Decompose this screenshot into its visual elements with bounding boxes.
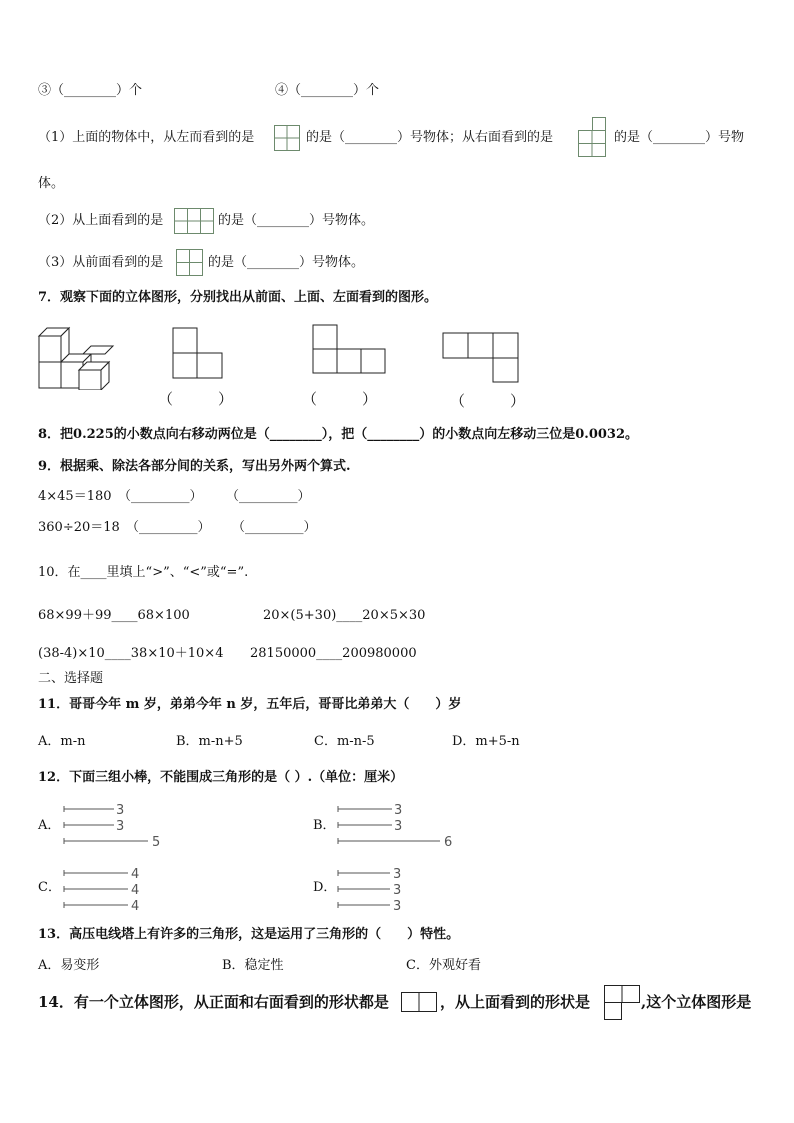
view-option-1 [172,327,224,379]
q13-question: 13．高压电线塔上有许多的三角形，这是运用了三角形的（ ）特性。 [38,927,460,942]
q6-p3-text-b: 的是（________）号物体。 [208,255,365,270]
q9-row2-equation: 360÷20＝18 [38,520,120,535]
q7-question: 7．观察下面的立体图形，分别找出从前面、上面、左面看到的图形。 [38,290,438,305]
q6-p1-text-d: 体。 [38,176,65,191]
stick-length-label: 3 [393,899,402,914]
stick-length-label: 3 [116,819,125,834]
q10-question: 10．在____里填上“>”、“<”或“=”. [38,565,249,580]
stick-group-d [334,864,414,914]
q14-text-c: ,这个立体图形是 [641,993,752,1011]
stick-length-label: 3 [393,883,402,898]
q13-option-b[interactable]: B．稳定性 [222,958,284,973]
q6-p2-text-a: （2）从上面看到的是 [38,213,164,228]
q12-option-d-label[interactable]: D． [313,880,337,895]
q7-blank-3[interactable]: （ ） [450,392,526,410]
q12-option-b-label[interactable]: B． [313,818,336,833]
view-option-3 [442,332,520,384]
view-1x3-vertical-grid-icon [578,117,606,157]
q12-option-a-label[interactable]: A． [38,818,61,833]
stick-length-label: 5 [152,835,161,850]
q7-blank-1[interactable]: （ ） [158,390,234,408]
q12-question: 12．下面三组小棒，不能围成三角形的是（ ）.（单位：厘米） [38,770,404,785]
stick-group-c [60,864,150,914]
q11-option-a[interactable]: A．m-n [38,734,86,749]
stick-group-a [60,800,170,852]
stick-length-label: 3 [394,803,403,818]
view-2x2-grid-icon [274,125,300,151]
q13-option-a[interactable]: A．易变形 [38,958,100,973]
q14-text-a: 14．有一个立体图形，从正面和右面看到的形状都是 [38,993,389,1011]
q14-text-b: ，从上面看到的形状是 [440,993,591,1011]
q9-row1-blank-2[interactable]: （_________） [226,489,311,504]
stick-length-label: 4 [131,867,140,882]
q6-p2-text-b: 的是（________）号物体。 [218,213,375,228]
q11-option-c[interactable]: C．m-n-5 [314,734,375,749]
q11-option-b[interactable]: B．m-n+5 [176,734,243,749]
q9-row1-equation: 4×45＝180 [38,489,112,504]
stick-length-label: 4 [131,899,140,914]
cube-stack-figure [37,324,129,390]
q9-row1-blank-1[interactable]: （_________） [118,489,203,504]
q9-question: 9．根据乘、除法各部分间的关系，写出另外两个算式. [38,459,351,474]
q6-p1-text-c: 的是（________）号物 [614,130,745,145]
section-title: 二、选择题 [38,671,104,686]
item-3-count: ③（________）个 [38,83,143,98]
q8-question: 8．把0.225的小数点向右移动两位是（________），把（________）的小数点向左移动三位是0.0032。 [38,427,639,442]
q6-p1-text-a: （1）上面的物体中，从左而看到的是 [38,130,255,145]
stick-length-label: 3 [393,867,402,882]
q10-expression-4: 28150000____200980000 [250,646,417,661]
view-2x2-grid-icon [176,249,203,276]
view-option-2 [312,324,388,376]
q6-p1-text-b: 的是（________）号物体；从右面看到的是 [306,130,554,145]
view-l-shape-grid-icon [604,985,640,1021]
view-2x3-grid-icon [174,208,214,234]
view-1x2-grid-icon [401,992,437,1012]
q13-option-c[interactable]: C．外观好看 [406,958,481,973]
q12-option-c-label[interactable]: C． [38,880,61,895]
stick-length-label: 3 [394,819,403,834]
q10-expression-3: (38-4)×10____38×10＋10×4 [38,646,224,661]
q9-row2-blank-1[interactable]: （_________） [126,520,211,535]
q10-expression-1: 68×99＋99____68×100 [38,608,190,623]
q11-question: 11．哥哥今年 m 岁，弟弟今年 n 岁，五年后，哥哥比弟弟大（ ）岁 [38,697,462,712]
stick-length-label: 6 [444,835,453,850]
q9-row2-blank-2[interactable]: （_________） [232,520,317,535]
q7-blank-2[interactable]: （ ） [302,390,378,408]
q10-expression-2: 20×(5+30)____20×5×30 [263,608,426,623]
stick-group-b [334,800,464,852]
stick-length-label: 4 [131,883,140,898]
stick-length-label: 3 [116,803,125,818]
q11-option-d[interactable]: D．m+5-n [452,734,520,749]
q6-p3-text-a: （3）从前面看到的是 [38,255,164,270]
item-4-count: ④（________）个 [275,83,380,98]
